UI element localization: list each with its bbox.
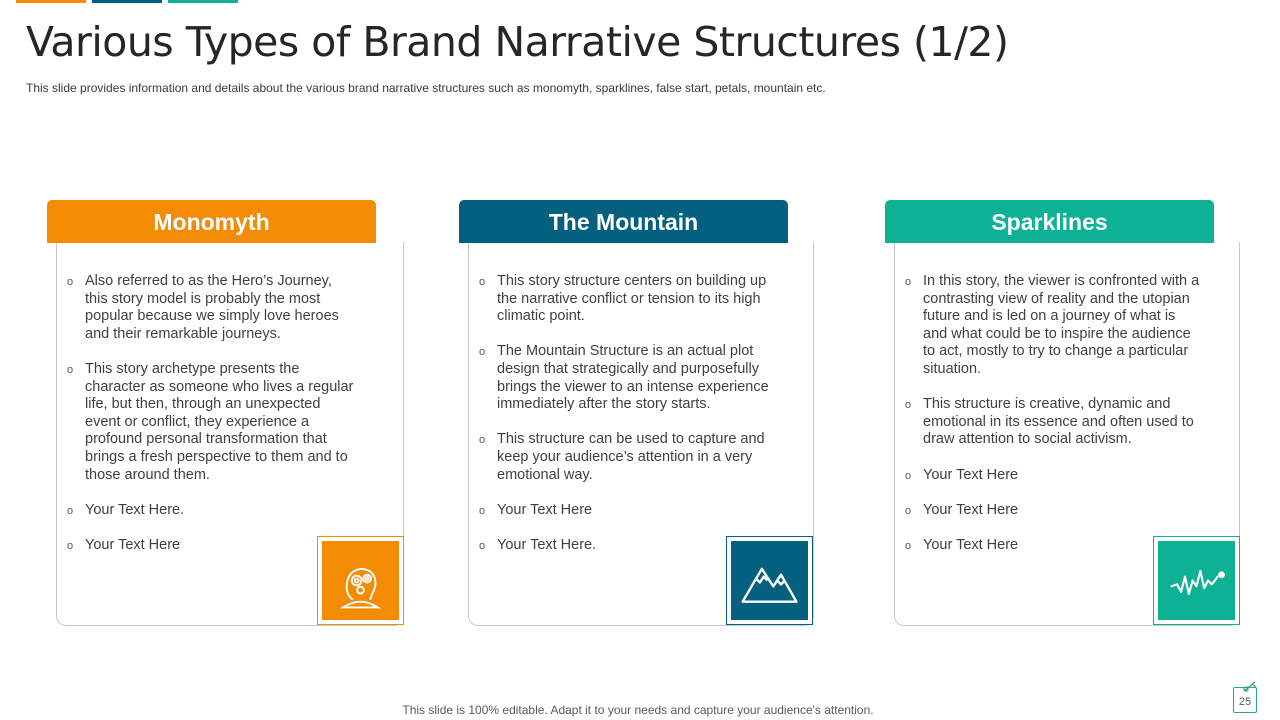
pen-nib-icon (1240, 680, 1260, 694)
accent-bar-teal (168, 0, 238, 3)
page-number-badge (1233, 687, 1257, 713)
sparkline-icon (1158, 541, 1235, 620)
page-subtitle: This slide provides information and details about the various brand narrative structures such as monomyth, sparklines, false start, petals, mountain etc. (26, 81, 826, 95)
bullet-text: Your Text Here. (497, 536, 597, 553)
bullet-icon: o (67, 276, 74, 288)
accent-bar-orange (16, 0, 86, 3)
footer-note: This slide is 100% editable. Adapt it to your needs and capture your audience's attention. (402, 703, 874, 717)
mountain-icon (731, 541, 808, 620)
bullet-text: In this story, the viewer is confronted with a contrasting view of reality and the utopian future and is led on a journey of what is and what could be to inspire the audience to act, mostly to try to change a particular situation. (923, 273, 1200, 377)
bullet-text: This structure can be used to capture and keep your audience’s attention in a very emotional way. (497, 431, 765, 483)
bullet-icon: o (905, 276, 912, 288)
list-item (67, 537, 357, 555)
bullet-text: This story archetype presents the character as someone who lives a regular life, but then, through an unexpected event or conflict, they experience a profound personal transformation that brings a fresh perspective to them and to those around them. (85, 360, 354, 483)
list-item (905, 467, 1200, 485)
card-sparklines-icon-frame (1153, 536, 1240, 625)
head-gears-icon (322, 541, 399, 620)
bullet-icon: o (905, 469, 912, 482)
card-sparklines-bullets (905, 273, 1200, 572)
list-item (67, 361, 357, 484)
card-mountain-header: The Mountain (459, 200, 788, 243)
list-item (479, 431, 774, 484)
list-item (479, 502, 774, 520)
bullet-icon: o (905, 504, 912, 517)
list-item (905, 396, 1200, 449)
bullet-text: This story structure centers on building up the narrative conflict or tension to its high climatic point. (497, 273, 767, 325)
bullet-icon: o (479, 539, 486, 552)
list-item (67, 502, 357, 520)
bullet-icon: o (905, 539, 912, 552)
card-sparklines-header: Sparklines (885, 200, 1214, 243)
bullet-text: Your Text Here (923, 501, 1019, 518)
list-item (67, 273, 357, 343)
card-monomyth-header: Monomyth (47, 200, 376, 243)
bullet-icon: o (479, 434, 486, 447)
bullet-icon: o (67, 363, 74, 376)
bullet-text: This structure is creative, dynamic and emotional in its essence and often used to draw attention to social activism. (923, 396, 1194, 448)
card-monomyth-icon-frame (317, 536, 404, 625)
bullet-icon: o (479, 346, 486, 359)
bullet-text: Your Text Here (923, 536, 1019, 553)
bullet-text: Your Text Here (497, 501, 593, 518)
bullet-icon: o (479, 276, 486, 288)
list-item (905, 273, 1200, 379)
list-item (479, 343, 774, 413)
accent-bar-blue (92, 0, 162, 3)
bullet-icon: o (479, 504, 486, 517)
bullet-text: Your Text Here (85, 536, 181, 553)
bullet-text: The Mountain Structure is an actual plot design that strategically and purposefully brings the viewer to an intense experience immediately after the story starts. (497, 343, 769, 413)
bullet-icon: o (67, 504, 74, 517)
list-item (479, 273, 774, 326)
card-mountain-bullets (479, 273, 774, 572)
bullet-text: Also referred to as the Hero’s Journey, this story model is probably the most popular because we simply love heroes and their remarkable journeys. (85, 273, 339, 342)
list-item (905, 502, 1200, 520)
card-monomyth-bullets (67, 273, 357, 572)
bullet-text: Your Text Here (923, 466, 1019, 483)
bullet-icon: o (905, 399, 912, 412)
card-mountain-icon-frame (726, 536, 813, 625)
bullet-icon: o (67, 539, 74, 552)
page-number: 25 (1238, 696, 1252, 708)
bullet-text: Your Text Here. (85, 501, 185, 518)
page-title: Various Types of Brand Narrative Structures (1/2) (26, 18, 1009, 66)
